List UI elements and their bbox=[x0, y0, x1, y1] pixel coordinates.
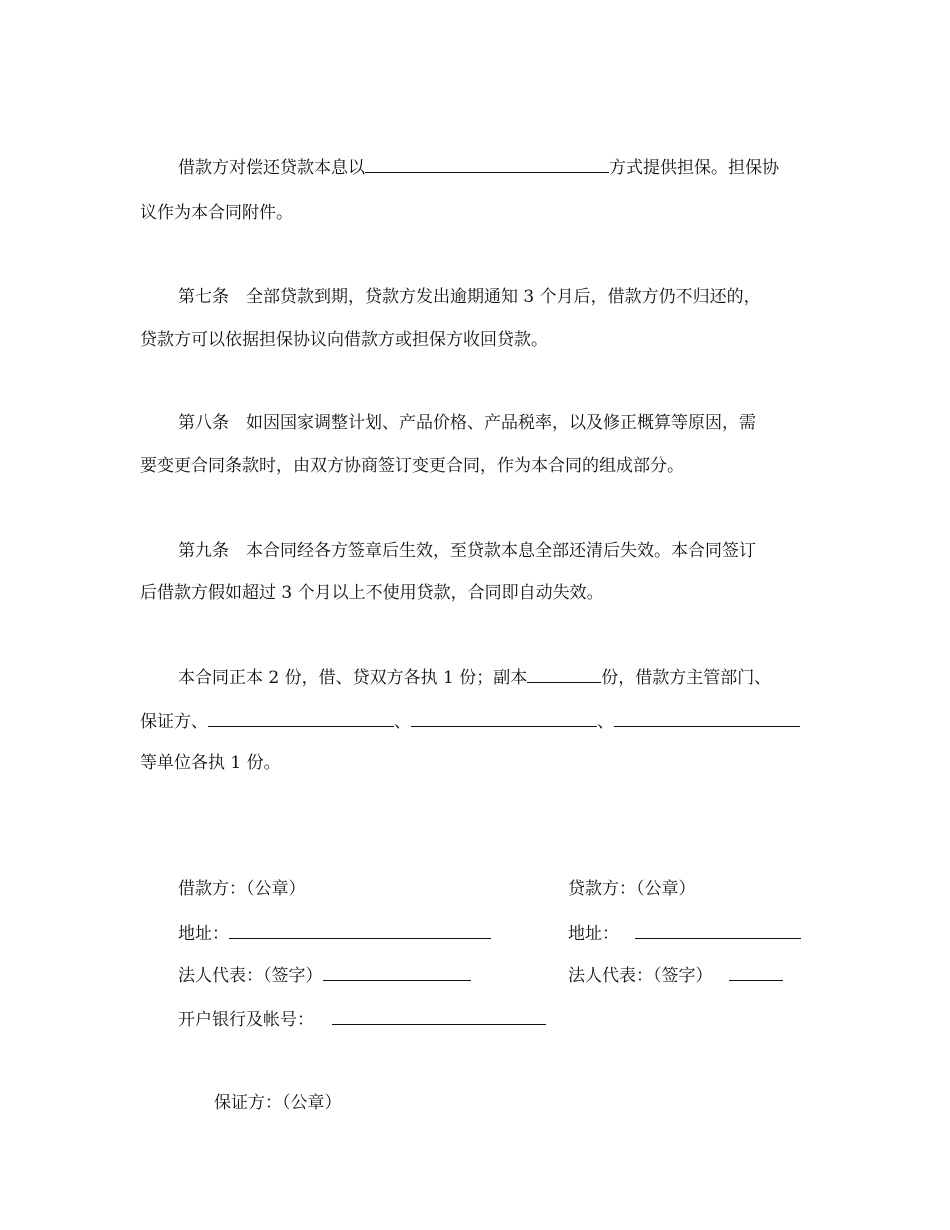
borrower-legal-rep-label: 法人代表：（签字） bbox=[178, 966, 323, 986]
copies-separator-2: 、 bbox=[597, 712, 614, 732]
lender-legal-rep-row bbox=[568, 965, 783, 986]
bank-account-blank[interactable] bbox=[332, 1009, 546, 1025]
copies-line-1 bbox=[178, 667, 771, 688]
lender-seal-label: 贷款方：（公章） bbox=[568, 879, 696, 899]
copies-unit-blank-3[interactable] bbox=[614, 711, 800, 727]
borrower-address-row bbox=[178, 923, 491, 944]
borrower-legal-rep-row bbox=[178, 965, 471, 986]
copies-unit-blank-1[interactable] bbox=[208, 711, 394, 727]
borrower-address-blank[interactable] bbox=[229, 923, 491, 939]
lender-address-blank[interactable] bbox=[635, 923, 801, 939]
bank-account-label: 开户银行及帐号： bbox=[178, 1010, 314, 1030]
guarantee-text-a: 借款方对偿还贷款本息以 bbox=[178, 158, 365, 178]
borrower-legal-rep-blank[interactable] bbox=[323, 965, 471, 981]
copies-line-3: 等单位各执 1 份。 bbox=[140, 753, 281, 773]
copies-unit-blank-2[interactable] bbox=[411, 711, 597, 727]
copies-line-2 bbox=[140, 711, 800, 732]
bank-account-row bbox=[178, 1009, 546, 1030]
article-7-line-1: 第七条 全部贷款到期，贷款方发出逾期通知 3 个月后，借款方仍不归还的， bbox=[178, 287, 761, 307]
lender-address-row bbox=[568, 923, 801, 944]
lender-address-label: 地址： bbox=[568, 924, 619, 944]
guarantee-line-2: 议作为本合同附件。 bbox=[140, 203, 293, 223]
copies-separator-1: 、 bbox=[394, 712, 411, 732]
copies-count-blank[interactable] bbox=[527, 667, 601, 683]
copies-text-b: 份，借款方主管部门、 bbox=[601, 668, 772, 688]
article-8-line-2: 要变更合同条款时，由双方协商签订变更合同，作为本合同的组成部分。 bbox=[140, 456, 684, 476]
guarantor-seal-label: 保证方：（公章） bbox=[214, 1093, 342, 1113]
lender-legal-rep-blank[interactable] bbox=[729, 965, 783, 981]
borrower-address-label: 地址： bbox=[178, 924, 229, 944]
article-7-line-2: 贷款方可以依据担保协议向借款方或担保方收回贷款。 bbox=[140, 330, 548, 350]
borrower-seal-label: 借款方：（公章） bbox=[178, 879, 306, 899]
guarantee-line-1 bbox=[178, 157, 779, 178]
guarantee-method-blank[interactable] bbox=[365, 157, 609, 173]
copies-text-a: 本合同正本 2 份，借、贷双方各执 1 份；副本 bbox=[178, 668, 528, 688]
copies-guarantor-label: 保证方、 bbox=[140, 712, 208, 732]
lender-legal-rep-label: 法人代表：（签字） bbox=[568, 966, 713, 986]
article-9-line-1: 第九条 本合同经各方签章后生效，至贷款本息全部还清后失效。本合同签订 bbox=[178, 541, 756, 561]
article-9-line-2: 后借款方假如超过 3 个月以上不使用贷款，合同即自动失效。 bbox=[140, 583, 604, 603]
guarantee-text-b: 方式提供担保。担保协 bbox=[609, 158, 779, 178]
article-8-line-1: 第八条 如因国家调整计划、产品价格、产品税率，以及修正概算等原因，需 bbox=[178, 413, 756, 433]
